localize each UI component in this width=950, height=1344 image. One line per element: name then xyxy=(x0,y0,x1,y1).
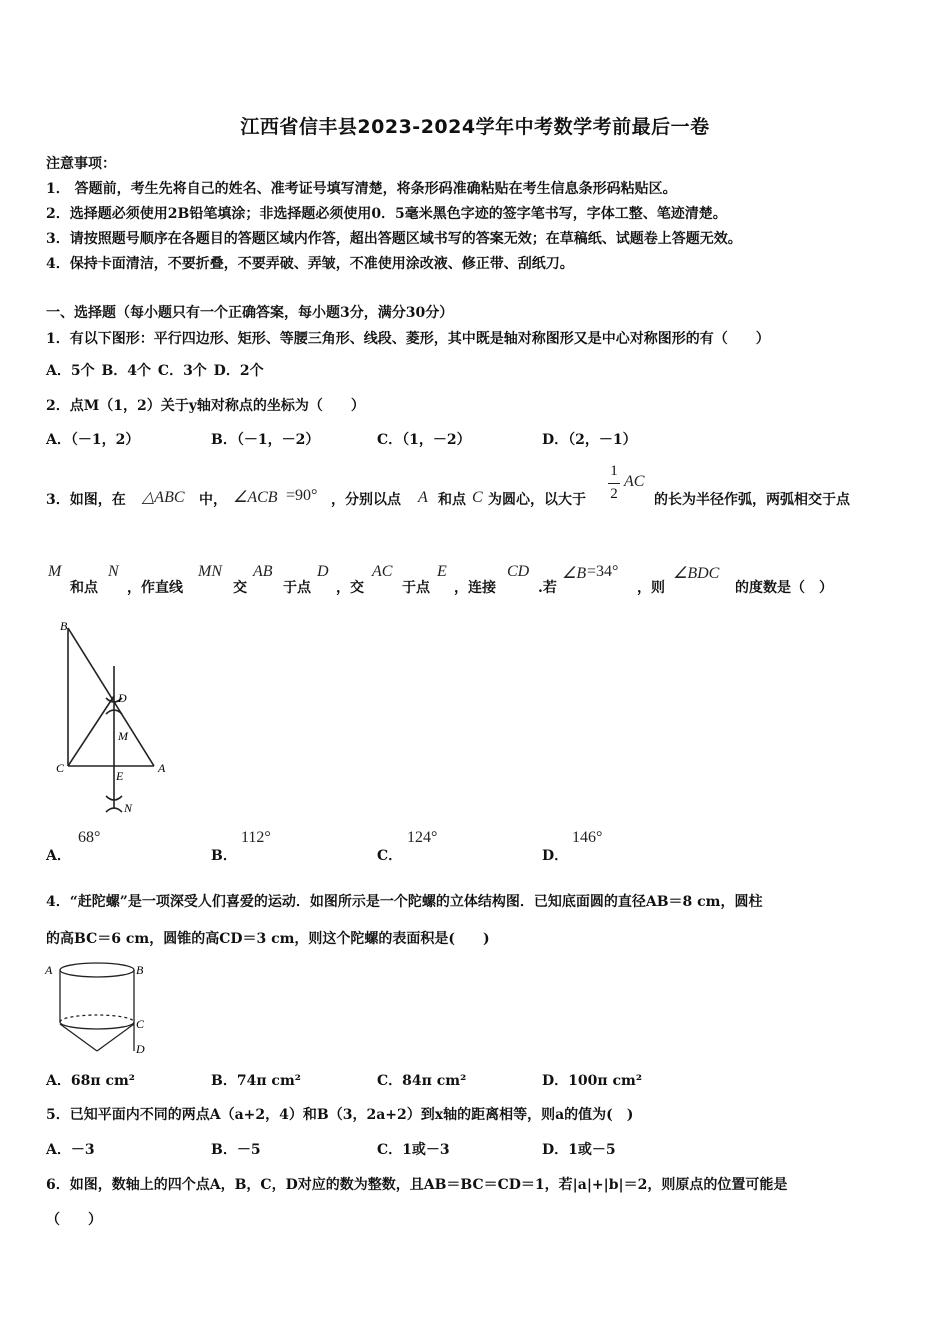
q5-option-c: C．1或－3 xyxy=(377,1142,450,1158)
q3-math: E xyxy=(437,563,447,580)
q5-option-d: D．1或－5 xyxy=(542,1142,616,1158)
label-a: A xyxy=(45,963,53,977)
notice-item: 1． 答题前，考生先将自己的姓名、准考证号填写清楚，将条形码准确粘贴在考生信息条形码粘贴区。 xyxy=(46,181,677,197)
q2-option-a: A．（－1，2） xyxy=(46,432,140,448)
q3-option-b-label: B． xyxy=(211,848,237,864)
q3-math: MN xyxy=(198,563,222,580)
q5-option-a: A．－3 xyxy=(46,1142,95,1158)
q3-text: 和点 xyxy=(70,580,98,596)
q2-stem: 2．点M（1，2）关于y轴对称点的坐标为（ ） xyxy=(46,398,365,414)
q3-math: =34° xyxy=(587,563,619,580)
q5-stem: 5．已知平面内不同的两点A（a+2，4）和B（3，2a+2）到x轴的距离相等，则a的值为( ) xyxy=(46,1107,634,1123)
q2-option-b: B．（－1，－2） xyxy=(211,432,320,448)
q3-option-a-label: A． xyxy=(46,848,71,864)
q3-math: AC xyxy=(372,563,393,580)
label-d: D xyxy=(118,691,127,705)
q3-math: ∠ACB xyxy=(233,489,278,506)
label-c: C xyxy=(136,1017,145,1031)
q2-option-d: D．（2，－1） xyxy=(542,432,637,448)
bottom-ellipse-front xyxy=(60,1022,134,1029)
q1-options: A．5个 B．4个 C．3个 D．2个 xyxy=(46,363,264,379)
q3-text: 和点 xyxy=(438,492,466,508)
label-b: B xyxy=(136,963,144,977)
q3-math: CD xyxy=(507,563,530,580)
label-c: C xyxy=(56,761,65,775)
q5-option-b: B．－5 xyxy=(211,1142,261,1158)
q3-text: 为圆心，以大于 xyxy=(488,492,586,508)
q2-option-c: C．（1，－2） xyxy=(377,432,471,448)
notice-item: 4．保持卡面清洁，不要折叠，不要弄破、弄皱，不准使用涂改液、修正带、刮纸刀。 xyxy=(46,256,574,272)
q3-math: C xyxy=(472,489,483,506)
q3-text: ，交 xyxy=(336,580,364,596)
q3-option-d-value: 146° xyxy=(572,829,603,846)
label-b: B xyxy=(60,619,68,633)
fraction-numerator: 1 xyxy=(610,463,618,479)
page-title: 江西省信丰县2023-2024学年中考数学考前最后一卷 xyxy=(240,116,710,138)
q3-text: .若 xyxy=(538,580,557,596)
q3-math: N xyxy=(108,563,119,580)
q4-option-a: A．68π cm² xyxy=(46,1073,135,1089)
label-a: A xyxy=(158,761,166,775)
q3-option-a-value: 68° xyxy=(78,829,101,846)
q3-text: 的长为半径作弧，两弧相交于点 xyxy=(654,492,850,508)
notice-item: 2．选择题必须使用2B铅笔填涂；非选择题必须使用0．5毫米黑色字迹的签字笔书写，字体工整、笔迹清楚。 xyxy=(46,206,727,222)
q3-math: A xyxy=(418,489,428,506)
q1-stem: 1．有以下图形：平行四边形、矩形、等腰三角形、线段、菱形，其中既是轴对称图形又是中心对称图形的有（ ） xyxy=(46,331,770,347)
q4-option-b: B．74π cm² xyxy=(211,1073,301,1089)
label-n: N xyxy=(124,801,133,815)
q3-math: =90° xyxy=(286,487,318,504)
q6-text-line2: （ ） xyxy=(46,1212,102,1228)
q3-option-b-value: 112° xyxy=(241,829,271,846)
q3-text: 中， xyxy=(199,492,227,508)
q3-math: ∠B xyxy=(562,565,587,582)
q4-text-line2: 的高BC＝6 cm，圆锥的高CD＝3 cm，则这个陀螺的表面积是( ) xyxy=(46,931,490,947)
top-ellipse xyxy=(60,963,134,977)
fraction-bar xyxy=(608,483,620,484)
q4-text-line1: 4．“赶陀螺”是一项深受人们喜爱的运动．如图所示是一个陀螺的立体结构图．已知底面圆的直径AB＝8 cm，圆柱 xyxy=(46,894,763,910)
q3-text: 的度数是（ ） xyxy=(735,580,833,596)
q3-text: 交 xyxy=(233,580,247,596)
q3-option-c-value: 124° xyxy=(407,829,438,846)
q4-option-d: D．100π cm² xyxy=(542,1073,642,1089)
q3-text: ，分别以点 xyxy=(331,492,401,508)
notice-heading: 注意事项： xyxy=(46,156,116,172)
q3-option-d-label: D． xyxy=(542,848,569,864)
q3-math: AB xyxy=(253,563,273,580)
q3-math: ∠BDC xyxy=(673,565,720,582)
q3-text: 于点 xyxy=(283,580,311,596)
label-e: E xyxy=(116,769,124,783)
q3-option-c-label: C． xyxy=(377,848,403,864)
q3-math: △ABC xyxy=(142,489,185,506)
fraction-denominator: 2 xyxy=(610,486,618,502)
q4-spinning-top-figure xyxy=(40,958,160,1058)
q3-text: 于点 xyxy=(402,580,430,596)
bottom-ellipse-back xyxy=(60,1015,134,1022)
q3-math: M xyxy=(48,563,62,580)
label-m: M xyxy=(118,729,128,743)
q3-triangle-figure xyxy=(50,616,180,816)
q3-text: ，作直线 xyxy=(127,580,183,596)
q6-text-line1: 6．如图，数轴上的四个点A，B，C，D对应的数为整数，且AB＝BC＝CD＝1，若|a|+|b|＝2，则原点的位置可能是 xyxy=(46,1177,788,1193)
q3-math: AC xyxy=(624,473,645,490)
q3-text: ，则 xyxy=(637,580,665,596)
section-heading: 一、选择题（每小题只有一个正确答案，每小题3分，满分30分） xyxy=(46,305,454,321)
q4-option-c: C．84π cm² xyxy=(377,1073,467,1089)
q3-text: 3．如图，在 xyxy=(46,492,126,508)
label-d: D xyxy=(136,1042,145,1056)
q3-text: ，连接 xyxy=(454,580,496,596)
notice-item: 3．请按照题号顺序在各题目的答题区域内作答，超出答题区域书写的答案无效；在草稿纸、试题卷上答题无效。 xyxy=(46,231,742,247)
q3-math: D xyxy=(317,563,329,580)
segment-cd xyxy=(68,696,114,766)
arc-n-lower xyxy=(106,808,122,812)
